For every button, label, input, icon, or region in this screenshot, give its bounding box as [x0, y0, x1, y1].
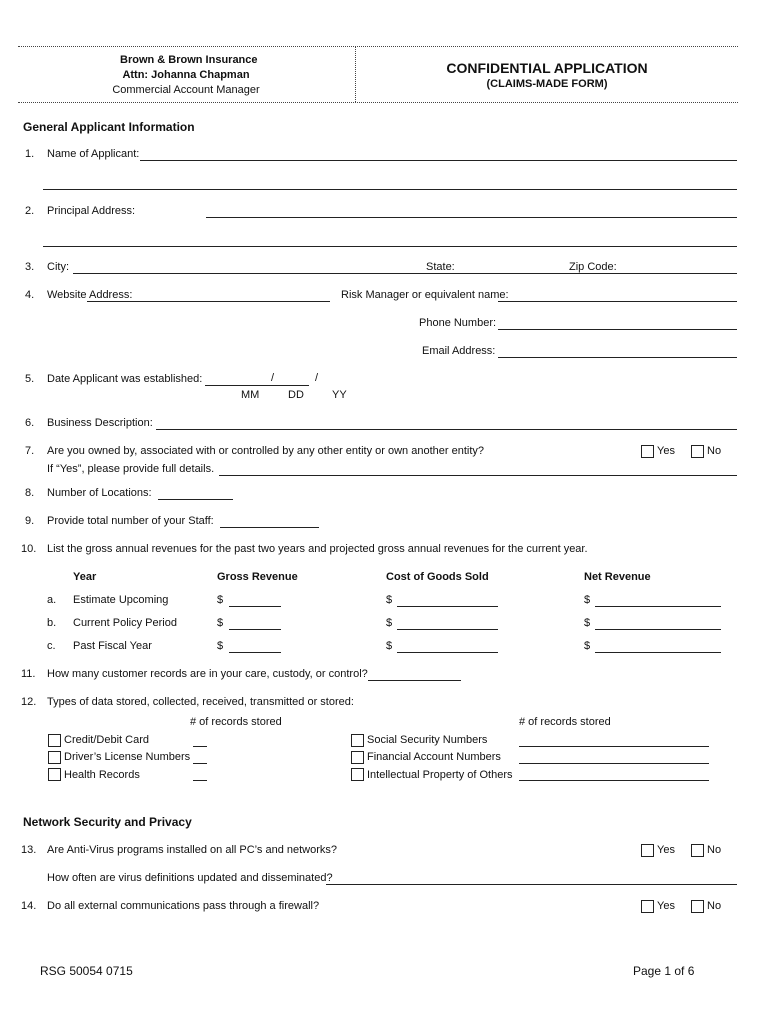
q3-label: City: [47, 261, 69, 273]
revenue-header-gross: Gross Revenue [217, 571, 298, 583]
q11-number: 11. [21, 668, 36, 680]
net-currency: $ [584, 617, 591, 629]
net-revenue-field[interactable] [595, 606, 721, 607]
cogs-field[interactable] [397, 629, 498, 630]
business-description-field[interactable] [156, 429, 737, 430]
gross-currency: $ [217, 640, 224, 652]
q13-no-label: No [707, 844, 722, 856]
header-top-rule [18, 46, 738, 47]
customer-records-field[interactable] [368, 680, 461, 681]
q7-no-label: No [707, 445, 722, 457]
q8-number: 8. [25, 487, 35, 499]
gross-revenue-field[interactable] [229, 606, 281, 607]
website-field[interactable] [87, 301, 330, 302]
q5-number: 5. [25, 373, 35, 385]
records-count-field[interactable] [193, 780, 207, 781]
date-mm: MM [241, 389, 260, 401]
cogs-currency: $ [386, 640, 393, 652]
phone-label: Phone Number: [419, 317, 497, 329]
q9-number: 9. [25, 515, 35, 527]
state-label: State: [426, 261, 455, 273]
applicant-name-field[interactable] [140, 160, 737, 161]
q7-label: Are you owned by, associated with or controlled by any other entity or own another entity? [47, 445, 484, 457]
q4-number: 4. [25, 289, 35, 301]
q4-label: Website Address: [47, 289, 133, 301]
drivers-license-checkbox[interactable] [48, 751, 61, 764]
staff-field[interactable] [220, 527, 319, 528]
revenue-header-net: Net Revenue [584, 571, 651, 583]
form-code: RSG 50054 0715 [40, 964, 133, 978]
records-count-field[interactable] [519, 780, 709, 781]
net-revenue-field[interactable] [595, 629, 721, 630]
q14-label: Do all external communications pass through a firewall? [47, 900, 320, 912]
q2-label: Principal Address: [47, 205, 136, 217]
revenue-header-cogs: Cost of Goods Sold [386, 571, 489, 583]
data-type-label: Intellectual Property of Others [367, 769, 513, 781]
records-count-field[interactable] [519, 763, 709, 764]
records-count-field[interactable] [193, 746, 207, 747]
q12-number: 12. [21, 696, 37, 708]
q12-label: Types of data stored, collected, received, transmitted or stored: [47, 696, 354, 708]
q7-details-field[interactable] [219, 475, 737, 476]
section-general-heading: General Applicant Information [23, 120, 195, 134]
intellectual-property-checkbox[interactable] [351, 768, 364, 781]
virus-update-field[interactable] [326, 884, 737, 885]
gross-revenue-field[interactable] [229, 652, 281, 653]
section-network-heading: Network Security and Privacy [23, 815, 192, 829]
locations-field[interactable] [158, 499, 233, 500]
applicant-name-field-2[interactable] [43, 189, 737, 190]
q7-yes-label: Yes [657, 445, 675, 457]
header-role: Commercial Account Manager [112, 84, 260, 96]
q5-label: Date Applicant was established: [47, 373, 203, 385]
ssn-checkbox[interactable] [351, 734, 364, 747]
credit-card-checkbox[interactable] [48, 734, 61, 747]
form-title: CONFIDENTIAL APPLICATION [446, 60, 648, 76]
q14-yes-checkbox[interactable] [641, 900, 654, 913]
revenue-row-label: Estimate Upcoming [73, 594, 169, 606]
records-header-left: # of records stored [190, 716, 282, 728]
header-bottom-rule [18, 102, 738, 103]
q2-number: 2. [25, 205, 35, 217]
revenue-row-label: Current Policy Period [73, 617, 177, 629]
q7-sub-label: If “Yes”, please provide full details. [47, 463, 215, 475]
header-company: Brown & Brown Insurance [120, 54, 258, 66]
email-field[interactable] [498, 357, 737, 358]
revenue-row-label: Past Fiscal Year [73, 640, 152, 652]
q8-label: Number of Locations: [47, 487, 152, 499]
q11-label: How many customer records are in your care, custody, or control? [47, 668, 368, 680]
date-yy: YY [332, 389, 347, 401]
date-slash-1: / [271, 372, 275, 384]
q13-label: Are Anti-Virus programs installed on all PC’s and networks? [47, 844, 338, 856]
gross-currency: $ [217, 617, 224, 629]
revenue-header-year: Year [73, 571, 97, 583]
revenue-row-letter: b. [47, 617, 57, 629]
records-count-field[interactable] [519, 746, 709, 747]
city-field[interactable] [73, 273, 737, 274]
data-type-label: Driver’s License Numbers [64, 751, 191, 763]
data-type-label: Social Security Numbers [367, 734, 488, 746]
q13-number: 13. [21, 844, 37, 856]
financial-account-checkbox[interactable] [351, 751, 364, 764]
net-currency: $ [584, 640, 591, 652]
q1-label: Name of Applicant: [47, 148, 140, 160]
q1-number: 1. [25, 148, 35, 160]
header-divider [355, 46, 356, 102]
q10-label: List the gross annual revenues for the past two years and projected gross annual revenues for the current year. [47, 543, 588, 555]
q14-no-label: No [707, 900, 722, 912]
principal-address-field-2[interactable] [43, 246, 737, 247]
q7-no-checkbox[interactable] [691, 445, 704, 458]
q7-yes-checkbox[interactable] [641, 445, 654, 458]
q3-number: 3. [25, 261, 35, 273]
date-slash-2: / [315, 372, 319, 384]
phone-field[interactable] [498, 329, 737, 330]
q6-label: Business Description: [47, 417, 153, 429]
gross-currency: $ [217, 594, 224, 606]
health-records-checkbox[interactable] [48, 768, 61, 781]
principal-address-field[interactable] [206, 217, 737, 218]
q13-sub-label: How often are virus definitions updated and disseminated? [47, 872, 333, 884]
risk-manager-field[interactable] [498, 301, 737, 302]
data-type-label: Health Records [64, 769, 140, 781]
q9-label: Provide total number of your Staff: [47, 515, 214, 527]
q6-number: 6. [25, 417, 35, 429]
cogs-field[interactable] [397, 652, 498, 653]
q13-yes-checkbox[interactable] [641, 844, 654, 857]
records-header-right: # of records stored [519, 716, 611, 728]
records-count-field[interactable] [193, 763, 207, 764]
q14-yes-label: Yes [657, 900, 675, 912]
data-type-label: Financial Account Numbers [367, 751, 501, 763]
page-number: Page 1 of 6 [633, 964, 695, 978]
header-attn: Attn: Johanna Chapman [122, 69, 250, 81]
net-currency: $ [584, 594, 591, 606]
q7-number: 7. [25, 445, 35, 457]
cogs-field[interactable] [397, 606, 498, 607]
established-date-field[interactable] [205, 385, 309, 386]
q10-number: 10. [21, 543, 37, 555]
date-dd: DD [288, 389, 304, 401]
zip-label: Zip Code: [569, 261, 617, 273]
data-type-label: Credit/Debit Card [64, 734, 149, 746]
risk-manager-label: Risk Manager or equivalent name: [341, 289, 509, 301]
cogs-currency: $ [386, 594, 393, 606]
gross-revenue-field[interactable] [229, 629, 281, 630]
cogs-currency: $ [386, 617, 393, 629]
net-revenue-field[interactable] [595, 652, 721, 653]
revenue-row-letter: c. [47, 640, 56, 652]
form-subtitle: (CLAIMS-MADE FORM) [486, 78, 608, 90]
q14-no-checkbox[interactable] [691, 900, 704, 913]
q14-number: 14. [21, 900, 37, 912]
q13-yes-label: Yes [657, 844, 675, 856]
email-label: Email Address: [422, 345, 496, 357]
q13-no-checkbox[interactable] [691, 844, 704, 857]
revenue-row-letter: a. [47, 594, 57, 606]
